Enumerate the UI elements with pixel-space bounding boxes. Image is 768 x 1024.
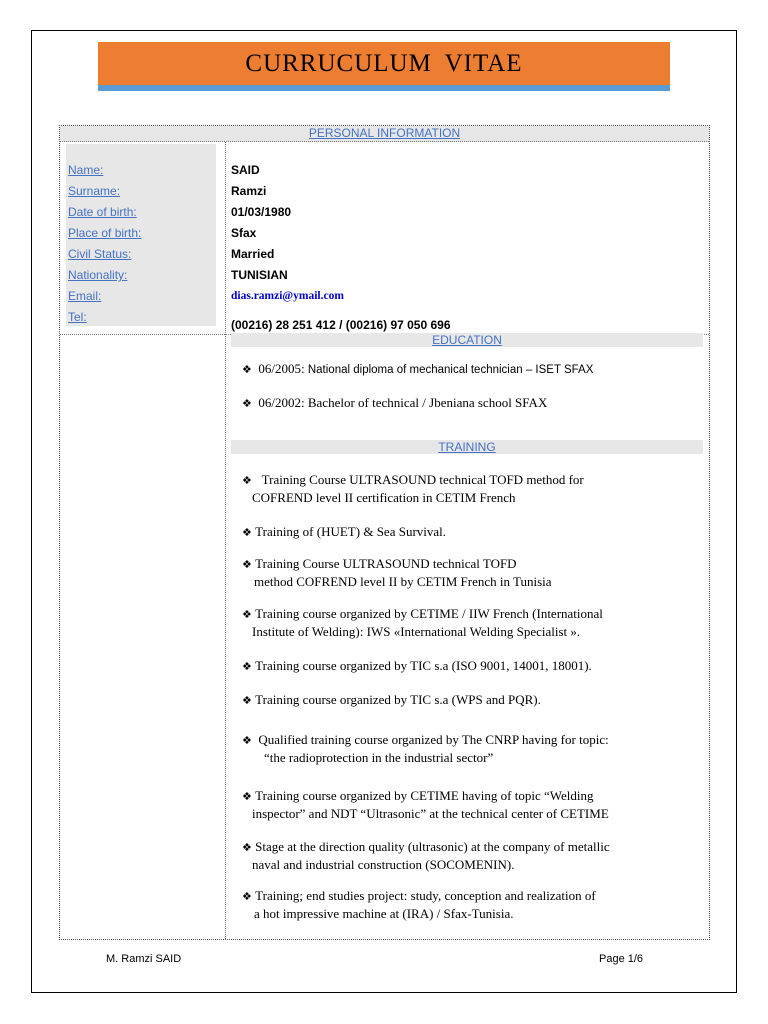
diamond-bullet-icon: ❖ bbox=[242, 841, 252, 854]
label-place-of-birth: Place of birth: bbox=[68, 226, 142, 240]
diamond-bullet-icon: ❖ bbox=[242, 734, 252, 747]
training-line-2: a hot impressive machine at (IRA) / Sfax-Tunisia. bbox=[254, 906, 514, 921]
diamond-bullet-icon: ❖ bbox=[242, 558, 252, 571]
label-email: Email: bbox=[68, 289, 102, 303]
training-line-1: Training course organized by TIC s.a (ISO 9001, 14001, 18001). bbox=[255, 658, 592, 673]
value-nationality: TUNISIAN bbox=[231, 268, 288, 282]
diamond-bullet-icon: ❖ bbox=[242, 890, 252, 903]
label-surname: Surname: bbox=[68, 184, 121, 198]
training-line-1: Training Course ULTRASOUND technical TOFD bbox=[255, 556, 517, 571]
training-line-2: naval and industrial construction (SOCOMENIN). bbox=[252, 857, 515, 872]
diamond-bullet-icon: ❖ bbox=[242, 608, 252, 621]
personal-labels-box bbox=[66, 144, 216, 326]
training-item bbox=[242, 731, 609, 766]
training-item bbox=[242, 605, 603, 640]
value-date-of-birth: 01/03/1980 bbox=[231, 205, 292, 219]
training-line-1: Training course organized by CETIME / IIW French (International bbox=[255, 606, 603, 621]
diamond-bullet-icon: ❖ bbox=[242, 694, 252, 707]
training-item bbox=[242, 471, 584, 506]
diamond-bullet-icon: ❖ bbox=[242, 526, 252, 539]
value-tel: (00216) 28 251 412 / (00216) 97 050 696 bbox=[231, 318, 451, 332]
education-item bbox=[242, 394, 547, 412]
label-tel: Tel: bbox=[68, 310, 87, 324]
column-divider bbox=[225, 142, 226, 939]
training-line-1: Training of (HUET) & Sea Survival. bbox=[255, 524, 447, 539]
training-item bbox=[242, 887, 596, 922]
education-header bbox=[231, 333, 703, 347]
education-item bbox=[242, 360, 593, 379]
training-title: TRAINING bbox=[438, 440, 496, 454]
diamond-bullet-icon: ❖ bbox=[242, 660, 252, 673]
value-surname: Ramzi bbox=[231, 184, 267, 198]
diamond-bullet-icon: ❖ bbox=[242, 363, 252, 376]
training-item bbox=[242, 555, 552, 590]
training-line-1: Training course organized by CETIME having of topic “Welding bbox=[255, 788, 594, 803]
training-line-2: method COFREND level II by CETIM French in Tunisia bbox=[254, 574, 552, 589]
footer-page-number: Page 1/6 bbox=[599, 953, 644, 965]
label-nationality: Nationality: bbox=[68, 268, 128, 282]
footer-name: M. Ramzi SAID bbox=[106, 953, 182, 965]
training-line-1: Training course organized by TIC s.a (WPS and PQR). bbox=[255, 692, 541, 707]
training-item bbox=[242, 787, 609, 822]
label-name: Name: bbox=[68, 163, 104, 177]
education-text: Bachelor of technical / Jbeniana school SFAX bbox=[307, 395, 548, 410]
value-email-link[interactable]: dias.ramzi@ymail.com bbox=[231, 290, 344, 302]
education-date: 06/2002: bbox=[258, 395, 308, 410]
training-item bbox=[242, 838, 610, 873]
training-item bbox=[242, 523, 446, 541]
training-item bbox=[242, 657, 592, 675]
training-header bbox=[231, 440, 703, 454]
title-banner bbox=[98, 42, 670, 91]
education-text: National diploma of mechanical technician – ISET SFAX bbox=[307, 364, 594, 376]
value-name: SAID bbox=[231, 163, 260, 177]
personal-info-header bbox=[60, 126, 709, 142]
training-line-1: Training Course ULTRASOUND technical TOFD method for bbox=[261, 472, 584, 487]
training-line-1: Training; end studies project: study, conception and realization of bbox=[255, 888, 596, 903]
training-line-2: inspector” and NDT “Ultrasonic” at the technical center of CETIME bbox=[252, 806, 609, 821]
cv-table bbox=[59, 125, 710, 940]
cv-title: CURRUCULUM VITAE bbox=[245, 49, 523, 77]
personal-info-title: PERSONAL INFORMATION bbox=[308, 126, 461, 140]
value-place-of-birth: Sfax bbox=[231, 226, 257, 240]
training-line-1: Stage at the direction quality (ultrasonic) at the company of metallic bbox=[255, 839, 610, 854]
education-date: 06/2005: bbox=[258, 361, 308, 376]
diamond-bullet-icon: ❖ bbox=[242, 790, 252, 803]
diamond-bullet-icon: ❖ bbox=[242, 397, 252, 410]
training-line-2: “the radioprotection in the industrial sector” bbox=[264, 750, 494, 765]
training-line-1: Qualified training course organized by The CNRP having for topic: bbox=[258, 732, 609, 747]
diamond-bullet-icon: ❖ bbox=[242, 474, 252, 487]
training-item bbox=[242, 691, 541, 709]
label-date-of-birth: Date of birth: bbox=[68, 205, 137, 219]
training-line-2: COFREND level II certification in CETIM French bbox=[252, 490, 516, 505]
label-civil-status: Civil Status: bbox=[68, 247, 132, 261]
value-civil-status: Married bbox=[231, 247, 275, 261]
training-line-2: Institute of Welding): IWS «International Welding Specialist ». bbox=[252, 624, 581, 639]
education-title: EDUCATION bbox=[432, 333, 502, 347]
